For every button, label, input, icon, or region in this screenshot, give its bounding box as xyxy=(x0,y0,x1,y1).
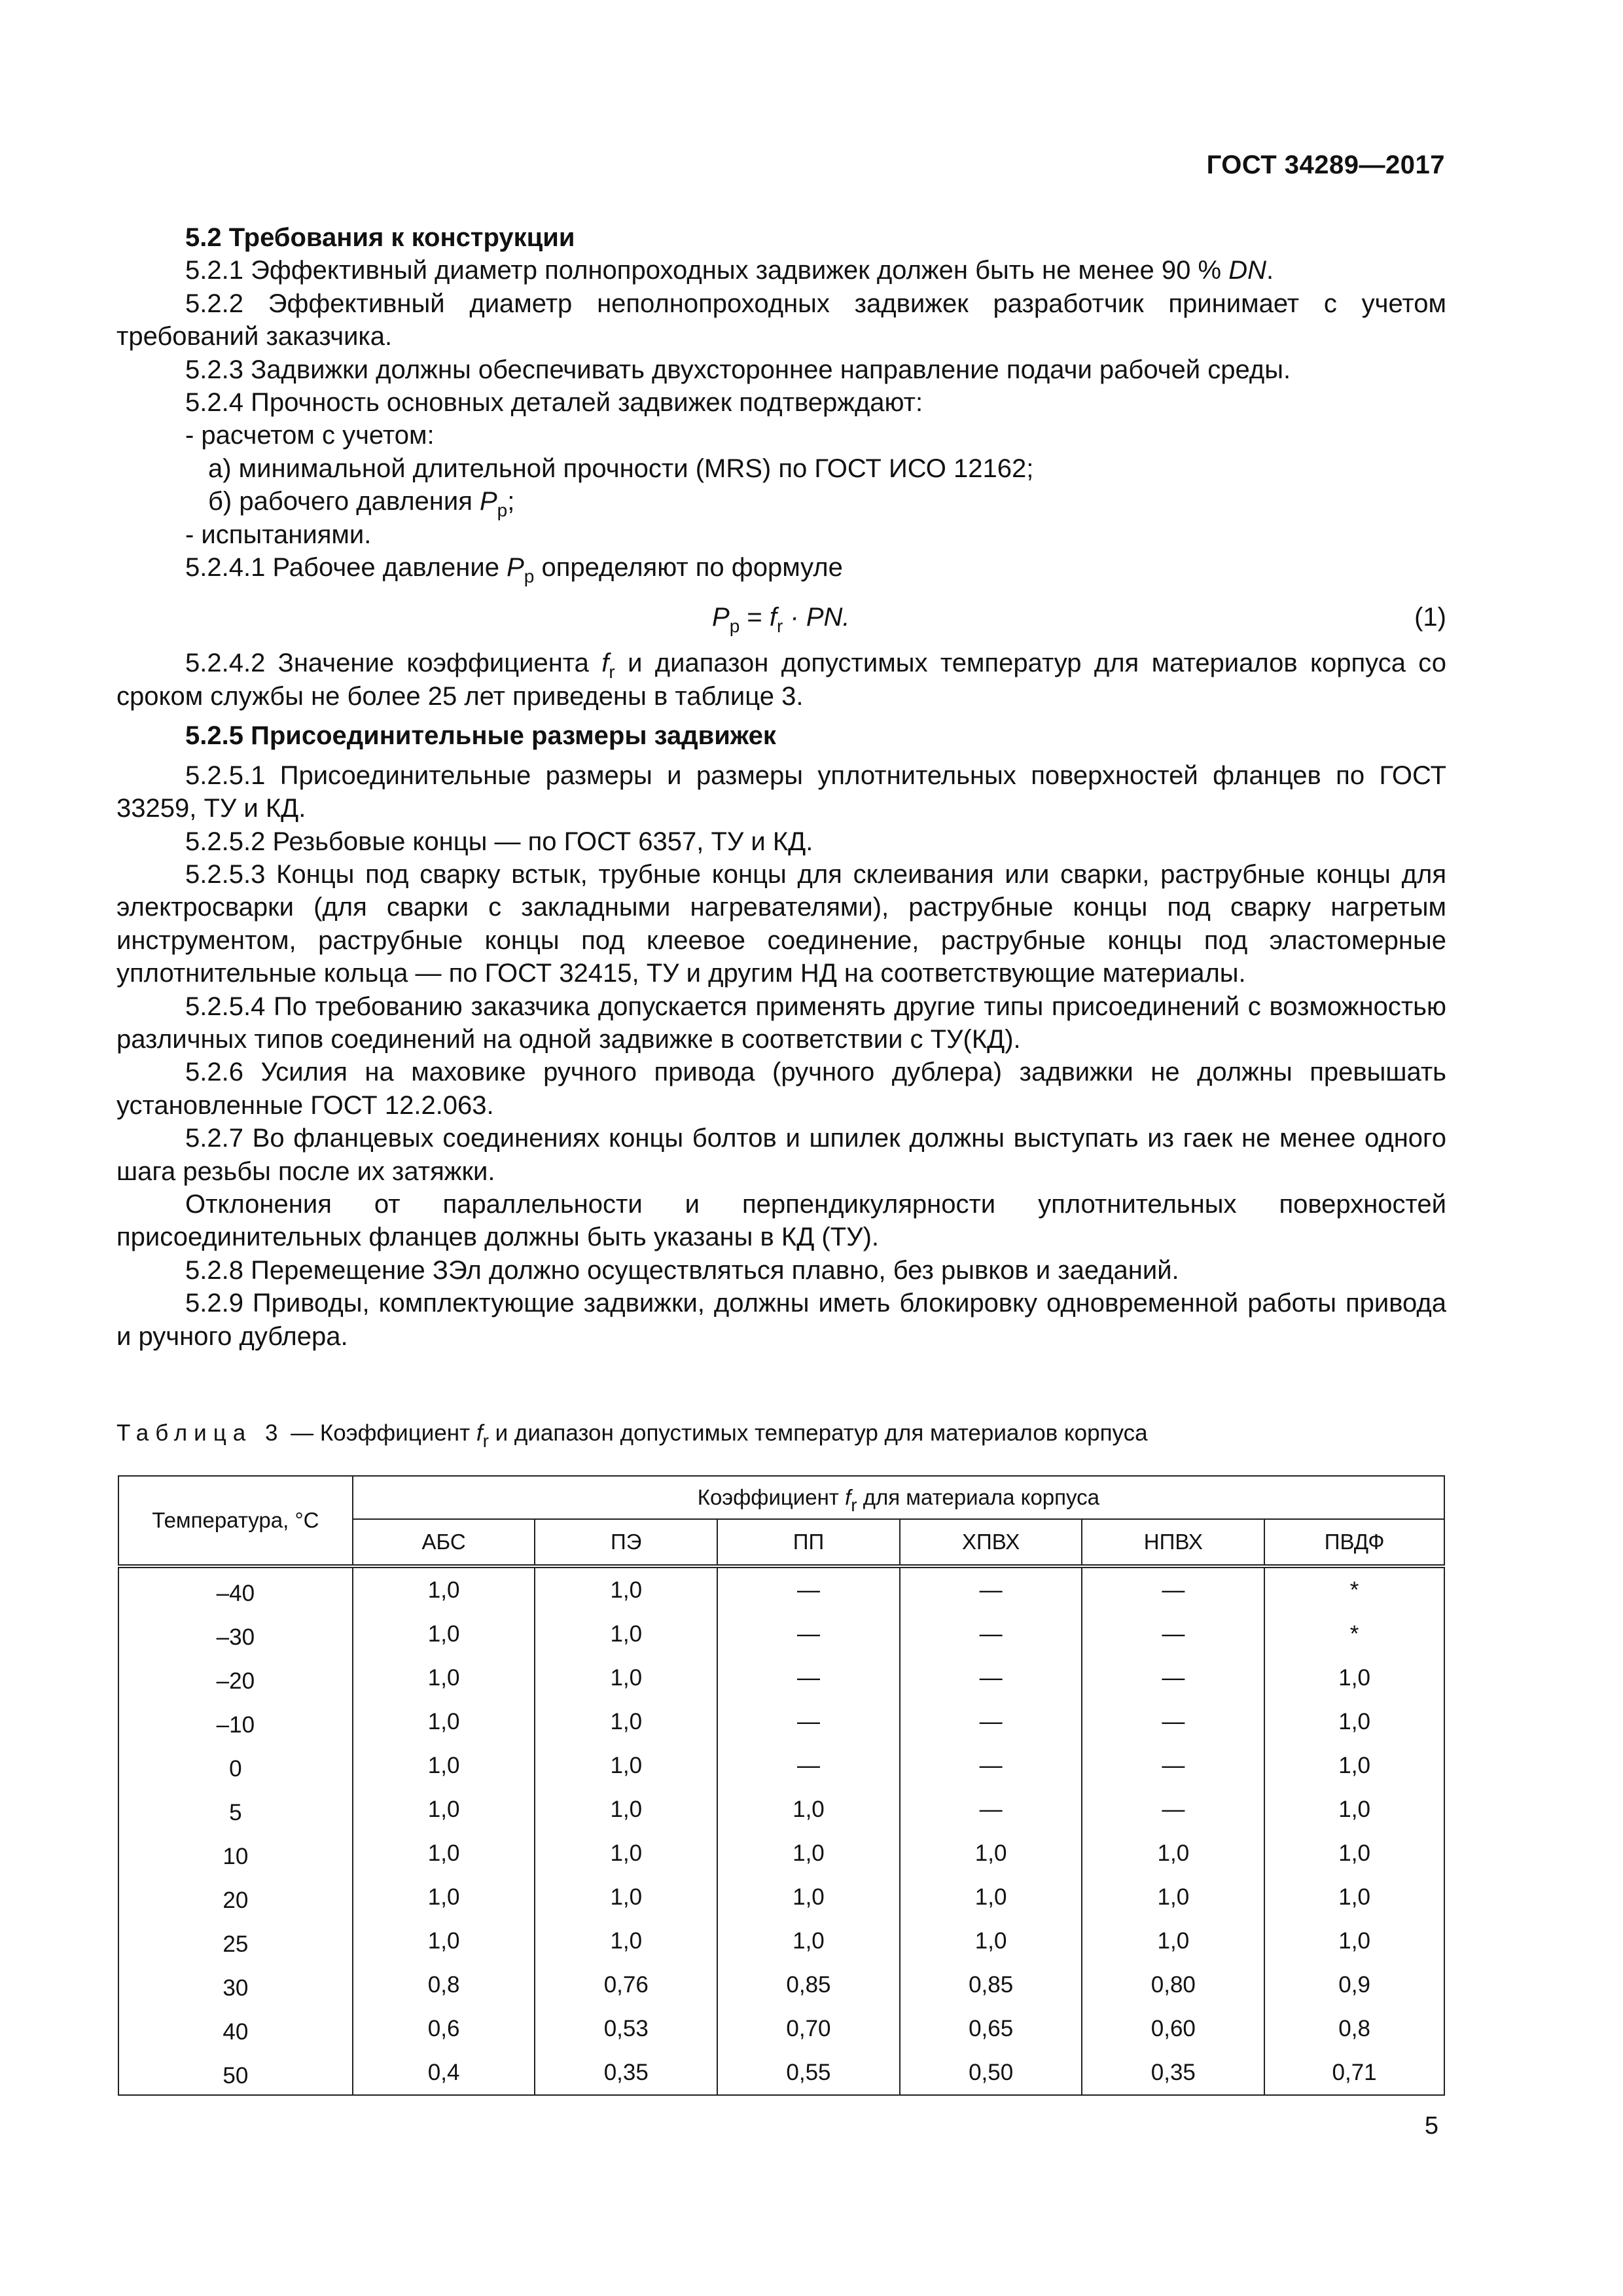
header-material: ХПВХ xyxy=(900,1519,1082,1566)
table-row xyxy=(118,1787,1444,1831)
coefficient-cell: — xyxy=(717,1656,900,1700)
paragraph-5-2-5-1: 5.2.5.1 Присоединительные размеры и размеры уплотнительных поверхностей фланцев по ГОСТ 33259, ТУ и КД. xyxy=(116,761,1446,823)
coefficient-cell: 1,0 xyxy=(900,1919,1082,1963)
coefficient-cell: — xyxy=(1082,1566,1264,1612)
coefficient-cell: * xyxy=(1264,1612,1444,1656)
coefficient-cell: 0,76 xyxy=(535,1963,717,2007)
coefficient-cell: 1,0 xyxy=(1264,1787,1444,1831)
coefficient-cell: — xyxy=(900,1656,1082,1700)
coefficient-cell: 0,35 xyxy=(535,2051,717,2095)
coefficient-cell: 1,0 xyxy=(1264,1875,1444,1919)
coefficient-cell: — xyxy=(1082,1700,1264,1744)
coefficient-cell: 0,80 xyxy=(1082,1963,1264,2007)
temperature-cell: 5 xyxy=(118,1787,353,1831)
coefficient-cell: 1,0 xyxy=(535,1566,717,1612)
paragraph-5-2-4-1: 5.2.4.1 Рабочее давление $P_р$ определяют по формуле xyxy=(185,553,843,587)
paragraph-5-2-7: 5.2.7 Во фланцевых соединениях концы болтов и шпилек должны выступать из гаек не менее одного шага резьбы после их затяжки. xyxy=(116,1124,1446,1186)
formula-expression: $P_р = f_r$ · PN. xyxy=(712,603,850,637)
coefficient-cell: 1,0 xyxy=(353,1919,535,1963)
paragraph-5-2-4-2: 5.2.4.2 Значение коэффициента $f_r$ и диапазон допустимых температур для материалов корпуса со сроком службы не более 25 лет приведены в таблице 3. xyxy=(116,649,1446,711)
coefficient-cell: 1,0 xyxy=(353,1831,535,1875)
coefficient-cell: 0,55 xyxy=(717,2051,900,2095)
coefficient-cell: 1,0 xyxy=(535,1656,717,1700)
coefficient-cell: 0,53 xyxy=(535,2007,717,2051)
temperature-cell: 0 xyxy=(118,1744,353,1787)
paragraph-5-2-5-3: 5.2.5.3 Концы под сварку встык, трубные концы для склеивания или сварки, раструбные концы для электросварки (для сварки с закладными нагревателями), раструбные концы под сварку нагретым инструментом, раструбные концы под клеевое соединение, раструбные концы под эластомерные уплотнительные кольца — по ГОСТ 32415, ТУ и другим НД на соответствующие материалы. xyxy=(116,859,1446,988)
header-material: ПВДФ xyxy=(1264,1519,1444,1566)
coefficient-cell: 1,0 xyxy=(1264,1656,1444,1700)
table-row xyxy=(118,1656,1444,1700)
formula-number: (1) xyxy=(1414,603,1446,632)
table-row xyxy=(118,1612,1444,1656)
header-material: АБС xyxy=(353,1519,535,1566)
coefficient-cell: 0,60 xyxy=(1082,2007,1264,2051)
temperature-cell: –40 xyxy=(118,1566,353,1612)
list-item-tests: - испытаниями. xyxy=(185,520,372,549)
list-item-b: б) рабочего давления $P_р$; xyxy=(208,487,515,521)
coefficient-cell: 0,8 xyxy=(353,1963,535,2007)
coefficient-cell: — xyxy=(717,1612,900,1656)
document-code: ГОСТ 34289—2017 xyxy=(1206,151,1445,179)
coefficient-cell: 0,6 xyxy=(353,2007,535,2051)
temperature-cell: 10 xyxy=(118,1831,353,1875)
page-number: 5 xyxy=(1424,2112,1438,2140)
coefficient-table xyxy=(118,1475,1445,2096)
coefficient-cell: 1,0 xyxy=(535,1700,717,1744)
coefficient-cell: 1,0 xyxy=(353,1875,535,1919)
coefficient-cell: 1,0 xyxy=(1264,1700,1444,1744)
coefficient-cell: 0,70 xyxy=(717,2007,900,2051)
coefficient-cell: — xyxy=(717,1700,900,1744)
header-temperature: Температура, °С xyxy=(118,1476,353,1566)
coefficient-cell: 1,0 xyxy=(1082,1875,1264,1919)
coefficient-cell: — xyxy=(1082,1656,1264,1700)
paragraph-5-2-7-deviations: Отклонения от параллельности и перпендикулярности уплотнительных поверхностей присоединительных фланцев должны быть указаны в КД (ТУ). xyxy=(116,1189,1446,1252)
temperature-cell: 30 xyxy=(118,1963,353,2007)
coefficient-cell: — xyxy=(900,1700,1082,1744)
temperature-cell: –20 xyxy=(118,1656,353,1700)
temperature-cell: –10 xyxy=(118,1700,353,1744)
subsection-title-5-2-5: 5.2.5 Присоединительные размеры задвижек xyxy=(185,721,776,751)
paragraph-5-2-8: 5.2.8 Перемещение ЗЭл должно осуществляться плавно, без рывков и заеданий. xyxy=(185,1255,1179,1285)
coefficient-cell: 1,0 xyxy=(1082,1831,1264,1875)
coefficient-cell: — xyxy=(900,1787,1082,1831)
header-material: ПП xyxy=(717,1519,900,1566)
coefficient-cell: 1,0 xyxy=(353,1744,535,1787)
coefficient-cell: 1,0 xyxy=(1082,1919,1264,1963)
paragraph-5-2-5-2: 5.2.5.2 Резьбовые концы — по ГОСТ 6357, ТУ и КД. xyxy=(185,827,813,856)
coefficient-cell: 1,0 xyxy=(353,1612,535,1656)
paragraph-5-2-5-4: 5.2.5.4 По требованию заказчика допускается применять другие типы присоединений с возможностью различных типов соединений на одной задвижке в соответствии с ТУ(КД). xyxy=(116,992,1446,1054)
coefficient-cell: 1,0 xyxy=(1264,1744,1444,1787)
table-row xyxy=(118,1700,1444,1744)
coefficient-cell: — xyxy=(900,1744,1082,1787)
coefficient-cell: 1,0 xyxy=(1264,1919,1444,1963)
table-row xyxy=(118,1831,1444,1875)
coefficient-cell: 1,0 xyxy=(717,1875,900,1919)
coefficient-cell: 0,71 xyxy=(1264,2051,1444,2095)
coefficient-cell: 0,85 xyxy=(900,1963,1082,2007)
temperature-cell: 20 xyxy=(118,1875,353,1919)
paragraph-5-2-3: 5.2.3 Задвижки должны обеспечивать двухстороннее направление подачи рабочей среды. xyxy=(185,355,1291,384)
coefficient-cell: — xyxy=(717,1566,900,1612)
coefficient-cell: 0,85 xyxy=(717,1963,900,2007)
table-row xyxy=(118,1919,1444,1963)
header-material: ПЭ xyxy=(535,1519,717,1566)
coefficient-cell: 1,0 xyxy=(900,1831,1082,1875)
coefficient-cell: 1,0 xyxy=(535,1831,717,1875)
coefficient-cell: 0,65 xyxy=(900,2007,1082,2051)
coefficient-cell: 0,9 xyxy=(1264,1963,1444,2007)
coefficient-cell: — xyxy=(717,1744,900,1787)
table-caption-label: Таблица 3 xyxy=(116,1420,285,1446)
coefficient-cell: 1,0 xyxy=(1264,1831,1444,1875)
coefficient-cell: — xyxy=(1082,1612,1264,1656)
paragraph-5-2-6: 5.2.6 Усилия на маховике ручного привода (ручного дублера) задвижки не должны превышать установленные ГОСТ 12.2.063. xyxy=(116,1058,1446,1120)
body-text xyxy=(116,221,1446,1353)
coefficient-cell: 0,8 xyxy=(1264,2007,1444,2051)
table-row xyxy=(118,2007,1444,2051)
formula-1 xyxy=(116,586,1446,647)
coefficient-cell: 0,50 xyxy=(900,2051,1082,2095)
coefficient-cell: 1,0 xyxy=(535,1875,717,1919)
header-coefficient: Коэффициент $f_r$ для материала корпуса xyxy=(353,1476,1444,1519)
list-item-a: а) минимальной длительной прочности (MRS) по ГОСТ ИСО 12162; xyxy=(208,454,1034,483)
list-item-calculation: - расчетом с учетом: xyxy=(185,421,435,450)
coefficient-cell: * xyxy=(1264,1566,1444,1612)
table-row xyxy=(118,2051,1444,2095)
coefficient-cell: 1,0 xyxy=(535,1612,717,1656)
coefficient-cell: — xyxy=(1082,1744,1264,1787)
temperature-cell: 25 xyxy=(118,1919,353,1963)
header-material: НПВХ xyxy=(1082,1519,1264,1566)
coefficient-cell: 1,0 xyxy=(717,1919,900,1963)
paragraph-5-2-9: 5.2.9 Приводы, комплектующие задвижки, должны иметь блокировку одновременной работы привода и ручного дублера. xyxy=(116,1289,1446,1351)
coefficient-cell: 0,4 xyxy=(353,2051,535,2095)
temperature-cell: 40 xyxy=(118,2007,353,2051)
paragraph-5-2-4: 5.2.4 Прочность основных деталей задвижек подтверждают: xyxy=(185,388,923,418)
coefficient-cell: 0,35 xyxy=(1082,2051,1264,2095)
table-row xyxy=(118,1963,1444,2007)
coefficient-cell: 1,0 xyxy=(535,1919,717,1963)
coefficient-cell: 1,0 xyxy=(900,1875,1082,1919)
coefficient-cell: 1,0 xyxy=(353,1787,535,1831)
coefficient-cell: 1,0 xyxy=(717,1787,900,1831)
table-row xyxy=(118,1566,1444,1612)
coefficient-cell: 1,0 xyxy=(353,1566,535,1612)
table-row xyxy=(118,1875,1444,1919)
temperature-cell: –30 xyxy=(118,1612,353,1656)
coefficient-cell: 1,0 xyxy=(535,1744,717,1787)
table-row xyxy=(118,1744,1444,1787)
coefficient-cell: 1,0 xyxy=(535,1787,717,1831)
coefficient-cell: 1,0 xyxy=(717,1831,900,1875)
paragraph-5-2-1: 5.2.1 Эффективный диаметр полнопроходных задвижек должен быть не менее 90 % DN. xyxy=(185,256,1274,285)
coefficient-cell: — xyxy=(900,1566,1082,1612)
section-title: 5.2 Требования к конструкции xyxy=(185,223,575,252)
temperature-cell: 50 xyxy=(118,2051,353,2095)
coefficient-cell: — xyxy=(900,1612,1082,1656)
coefficient-cell: 1,0 xyxy=(353,1656,535,1700)
coefficient-cell: 1,0 xyxy=(353,1700,535,1744)
coefficient-cell: — xyxy=(1082,1787,1264,1831)
paragraph-5-2-2: 5.2.2 Эффективный диаметр неполнопроходных задвижек разработчик принимает с учетом требований заказчика. xyxy=(116,289,1446,351)
table-caption: Таблица 3 — Коэффициент $f_r$ и диапазон допустимых температур для материалов корпуса xyxy=(116,1420,1148,1451)
